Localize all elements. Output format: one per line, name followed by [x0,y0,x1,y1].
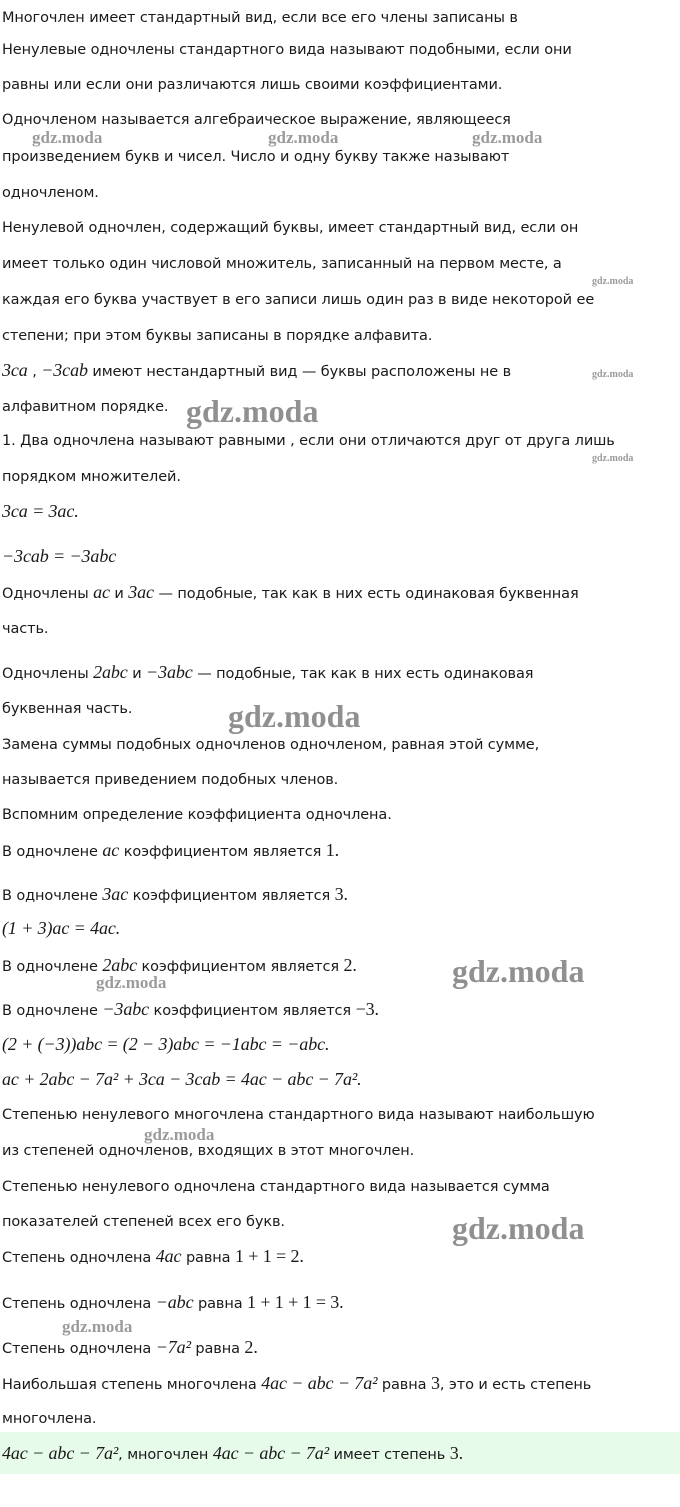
text-line: Многочлен имеет стандартный вид, если все его члены записаны в [2,10,518,26]
math-line: 3ca = 3ac. [2,501,79,521]
text-fragment: В одночлене [2,1003,98,1019]
text-line: каждая его буква участвует в его записи лишь один раз в виде некоторой ее [2,292,595,308]
math-expr: 2abc [93,662,128,682]
math-line: (2 + (−3))abc = (2 − 3)abc = −1abc = −abc. [2,1034,330,1054]
text-line: называется приведением подобных членов. [2,772,339,788]
text-fragment: Наибольшая степень многочлена [2,1377,257,1393]
watermark-logo: gdz.moda [96,973,167,992]
text-fragment: имеют нестандартный вид — буквы расположены не в [92,364,512,380]
text-line: равны или если они различаются лишь своими коэффициентами. [2,77,503,93]
text-fragment: равна [195,1341,240,1357]
watermark-logo: gdz.moda [592,276,634,287]
watermark-logo: gdz.moda [32,128,103,147]
text-line: из степеней одночленов, входящих в этот многочлен. [2,1143,415,1159]
text-line: 3ca , −3cab имеют нестандартный вид — буквы расположены не в [2,360,512,380]
math-expr: −3abc [146,662,193,682]
text-line: часть. [2,621,49,637]
text-fragment: равна [381,1377,427,1393]
text-fragment: — подобные, так как в них есть одинаковая [197,666,534,682]
math-line: (1 + 3)ac = 4ac. [2,918,121,938]
watermark-logo: gdz.moda [592,453,634,464]
text-fragment: Одночлены [2,666,89,682]
text-line: одночленом. [2,185,99,201]
text-line: Одночленом называется алгебраическое выражение, являющееся [2,112,511,128]
text-line [2,582,579,604]
watermark-logo: gdz.moda [472,128,543,147]
text-line: имеет только один числовой множитель, записанный на первом месте, а [2,256,562,272]
text-line: Степенью ненулевого многочлена стандартного вида называют наибольшую [2,1107,595,1123]
text-fragment: Степень одночлена [2,1250,152,1266]
watermark-logo: gdz.moda [452,1210,585,1246]
text-line [2,1373,591,1395]
math-expr: 4ac − abc − 7a² [2,1443,119,1463]
text-fragment: В одночлене [2,959,98,975]
text-fragment: коэффициентом является [132,888,331,904]
watermark-logo: gdz.moda [228,698,361,734]
text-fragment: Степень одночлена [2,1296,152,1312]
text-line: многочлена. [2,1411,97,1427]
math-expr: −3abc [102,999,150,1019]
text-fragment: равна [197,1296,243,1312]
math-number: 3. [449,1443,464,1463]
math-expr: 2abc [102,955,137,975]
text-line: порядком множителей. [2,469,181,485]
math-line: ac + 2abc − 7a² + 3ca − 3cab = 4ac − abc − 7a². [2,1069,362,1089]
text-fragment: Степень одночлена [2,1341,152,1357]
text-fragment: Одночлены [2,586,89,602]
text-line: алфавитном порядке. [2,399,169,415]
text-fragment: и [114,586,124,602]
watermark-logo: gdz.moda [144,1125,215,1144]
text-line: произведением букв и чисел. Число и одну букву также называют [2,149,510,165]
text-line: Степенью ненулевого одночлена стандартного вида называется сумма [2,1179,550,1195]
math-number: 2. [343,955,357,975]
watermark-logo: gdz.moda [62,1317,133,1336]
math-expr: ac [102,840,120,860]
text-line [2,999,379,1021]
math-expr: −7a² [155,1337,191,1357]
text-line [2,955,357,977]
math-number: 1 + 1 + 1 = 3. [247,1292,344,1312]
text-fragment: , это и есть степень [439,1377,592,1393]
text-fragment: коэффициентом является [123,844,322,860]
math-expr: 4ac − abc − 7a² [212,1443,329,1463]
math-expr: −3cab [41,360,88,380]
text-fragment: , многочлен [118,1447,209,1463]
text-fragment: коэффициентом является [153,1003,352,1019]
text-line: степени; при этом буквы записаны в порядке алфавита. [2,328,433,344]
math-expr: 3ac [128,582,154,602]
math-number: 2. [244,1337,258,1357]
math-number: 1 + 1 = 2. [234,1246,304,1266]
math-number: −3. [355,999,379,1019]
math-number: 3 [430,1373,440,1393]
text-fragment: имеет степень [333,1447,446,1463]
math-number: 3. [334,884,348,904]
math-expr: 4ac − abc − 7a² [261,1373,378,1393]
math-number: 1. [325,840,340,860]
text-fragment: равна [185,1250,231,1266]
text-fragment: В одночлене [2,888,98,904]
math-line: −3cab = −3abc [2,546,117,566]
math-expr: 3ac [102,884,129,904]
watermark-logo: gdz.moda [186,393,319,429]
text-fragment: коэффициентом является [141,959,339,975]
text-line: 1. Два одночлена называют равными , если они отличаются друг от друга лишь [2,433,615,449]
text-line: Ненулевые одночлены стандартного вида называют подобными, если они [2,42,572,58]
text-line [2,884,348,906]
text-line: показателей степеней всех его букв. [2,1214,285,1230]
math-expr: ac [93,582,110,602]
answer-line [2,1443,463,1465]
math-expr: 4ac [155,1246,182,1266]
text-line: буквенная часть. [2,701,133,717]
math-expr: −abc [155,1292,194,1312]
text-fragment: — подобные, так как в них есть одинаковая буквенная [158,586,579,602]
text-line: Замена суммы подобных одночленов одночленом, равная этой сумме, [2,737,540,753]
watermark-logo: gdz.moda [592,369,634,380]
text-fragment: В одночлене [2,844,98,860]
text-line [2,840,339,862]
text-line: Ненулевой одночлен, содержащий буквы, имеет стандартный вид, если он [2,220,579,236]
text-line [2,1292,344,1314]
text-line [2,662,533,684]
math-expr: 3ca [2,360,28,380]
text-line: Вспомним определение коэффициента одночлена. [2,807,392,823]
text-fragment: и [132,666,142,682]
watermark-logo: gdz.moda [268,128,339,147]
watermark-logo: gdz.moda [452,953,585,989]
text-line [2,1337,258,1359]
text-line [2,1246,304,1268]
